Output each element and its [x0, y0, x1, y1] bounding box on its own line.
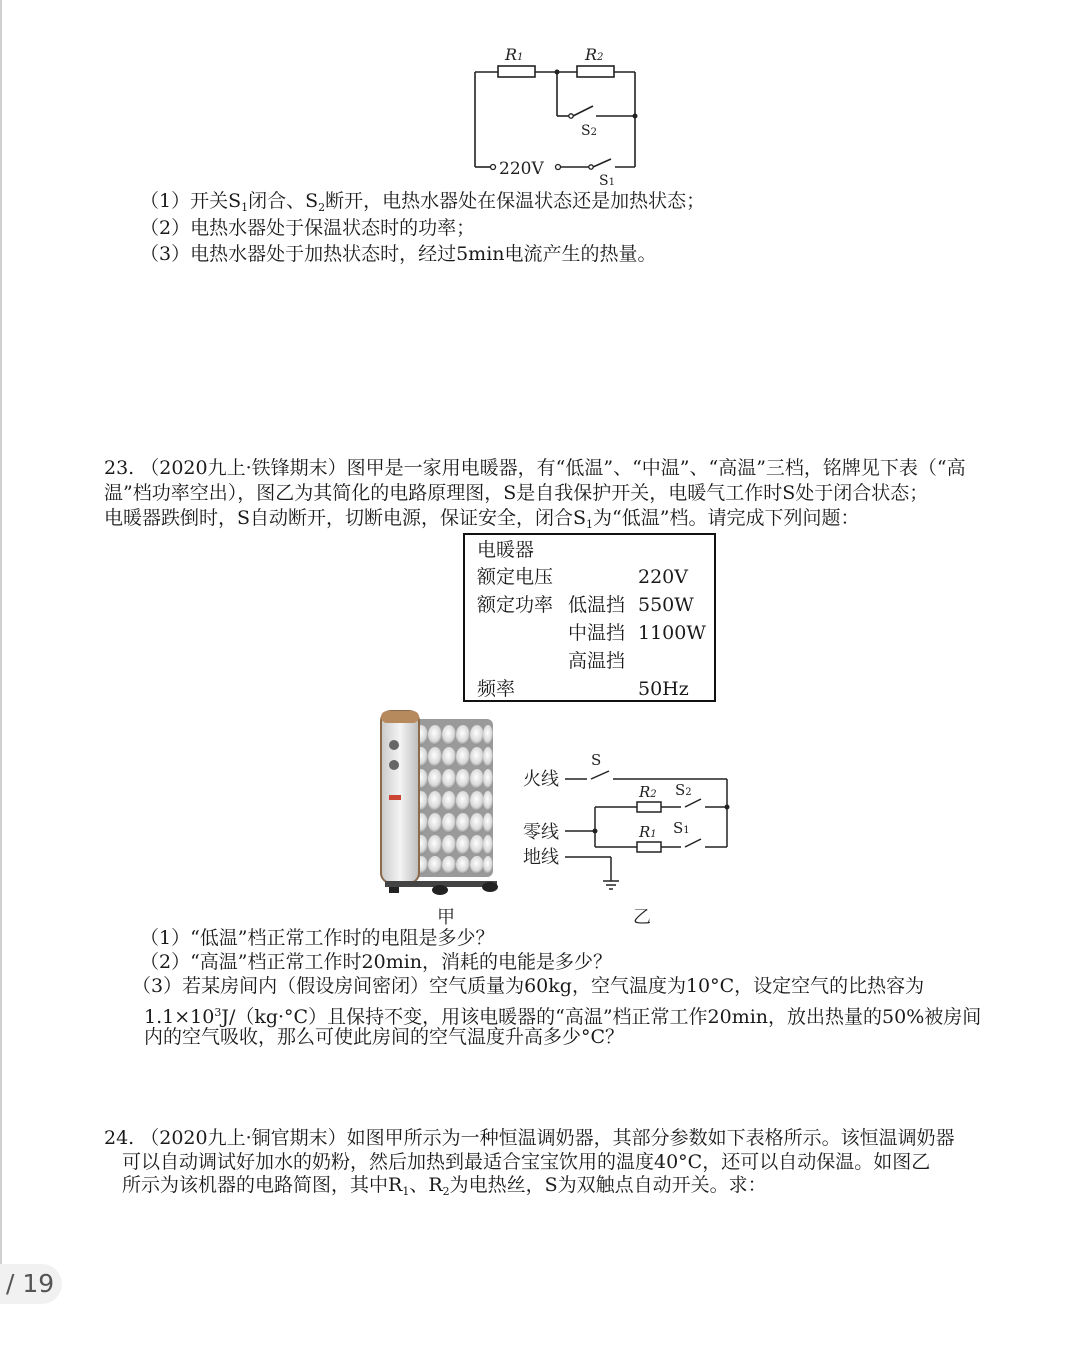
label-s1: S1: [599, 173, 615, 189]
label-s2-heater: S2: [675, 781, 692, 799]
label-s: S: [591, 751, 602, 769]
q23-part1: （1）“低温”档正常工作时的电阻是多少？: [140, 927, 495, 949]
switch-s1: [593, 159, 611, 167]
label-r2-heater: R2: [639, 783, 657, 801]
spec-low-label: 低温挡: [568, 594, 626, 616]
q23-part2: （2）“高温”档正常工作时20min，消耗的电能是多少？: [140, 951, 613, 973]
spec-rated-voltage-label: 额定电压: [477, 566, 554, 588]
heater-knob-bottom: [389, 760, 399, 770]
switch-s: [591, 771, 609, 779]
resistor-r2: [577, 66, 614, 77]
label-s1-heater: S1: [673, 819, 690, 837]
switch-s1-heater: [685, 839, 701, 847]
spec-high-label: 高温挡: [568, 650, 626, 672]
terminal-right: [556, 165, 561, 170]
resistor-r1-heater: [637, 842, 661, 852]
resistor-r2-heater: [637, 802, 661, 812]
page-number-indicator[interactable]: / 19: [0, 1264, 62, 1304]
label-voltage: 220V: [499, 159, 544, 179]
spec-rated-power-label: 额定功率: [477, 594, 554, 616]
q22-part2: （2）电热水器处于保温状态时的功率；: [140, 217, 476, 239]
q23-line1: 23. （2020九上·铁锋期末）图甲是一家用电暖器，有“低温”、“中温”、“高温”三档，铭牌见下表（“高: [104, 457, 966, 479]
heater-spec-table: [463, 533, 716, 702]
spec-freq-label: 频率: [477, 678, 516, 700]
label-r2: R2: [585, 45, 604, 64]
q24-line3: 所示为该机器的电路简图，其中$R_1$、$R_2$为电热丝，S为双触点自动开关。求：: [122, 1174, 767, 1198]
switch-s2: [573, 106, 593, 116]
spec-low-value: 550W: [638, 594, 694, 616]
label-ground-wire: 地线: [523, 847, 559, 868]
q23-line2: 温”档功率空出），图乙为其简化的电路原理图，S是自我保护开关，电暖气工作时S处于闭合状态；: [104, 482, 929, 504]
q23-line3: 电暖器跌倒时，S自动断开，切断电源，保证安全，闭合$S_1$为“低温”档。请完成下列问题：: [104, 507, 860, 531]
q23-part3-line3: 内的空气吸收，那么可使此房间的空气温度升高多少°C？: [144, 1026, 625, 1048]
resistor-r1: [498, 66, 535, 77]
spec-freq-value: 50Hz: [638, 678, 689, 700]
spec-title: 电暖器: [477, 539, 535, 561]
circuit-diagram-heater: [515, 745, 745, 930]
label-fire-wire: 火线: [523, 769, 559, 790]
spec-mid-label: 中温挡: [568, 622, 626, 644]
spec-mid-value: 1100W: [638, 622, 706, 644]
label-r1: R1: [505, 45, 524, 64]
label-neutral-wire: 零线: [523, 822, 559, 843]
switch-s2-heater: [685, 799, 701, 807]
q23-part3-line2: $1.1\times 10^3J/(kg\cdot^\circ C)$且保持不变，用该电暖器的“高温”档正常工作20min，放出热量的50%被房间: [144, 1006, 982, 1028]
q22-part3: （3）电热水器处于加热状态时，经过5min电流产生的热量。: [140, 243, 657, 265]
terminal-left: [491, 165, 496, 170]
q23-part3-line1: （3）若某房间内（假设房间密闭）空气质量为60kg，空气温度为10°C，设定空气的比热容为: [132, 975, 925, 997]
q22-part1: （1）开关$S_1$闭合、$S_2$断开，电热水器处在保温状态还是加热状态；: [140, 190, 706, 214]
label-yi: 乙: [633, 907, 651, 928]
left-edge-rule: [0, 0, 2, 1270]
heater-indicator: [389, 795, 401, 800]
circuit-diagram-top: [465, 40, 650, 190]
label-jia: 甲: [437, 907, 455, 928]
q24-line1: 24. （2020九上·铜官期末）如图甲所示为一种恒温调奶器，其部分参数如下表格所示。该恒温调奶器: [104, 1127, 955, 1149]
heater-illustration: [375, 705, 515, 935]
spec-rated-voltage-value: 220V: [638, 566, 688, 588]
label-r1-heater: R1: [639, 823, 657, 841]
q24-line2: 可以自动调试好加水的奶粉，然后加热到最适合宝宝饮用的温度40°C，还可以自动保温。如图乙: [122, 1151, 931, 1173]
heater-knob-top: [389, 740, 399, 750]
label-s2: S2: [581, 123, 597, 139]
